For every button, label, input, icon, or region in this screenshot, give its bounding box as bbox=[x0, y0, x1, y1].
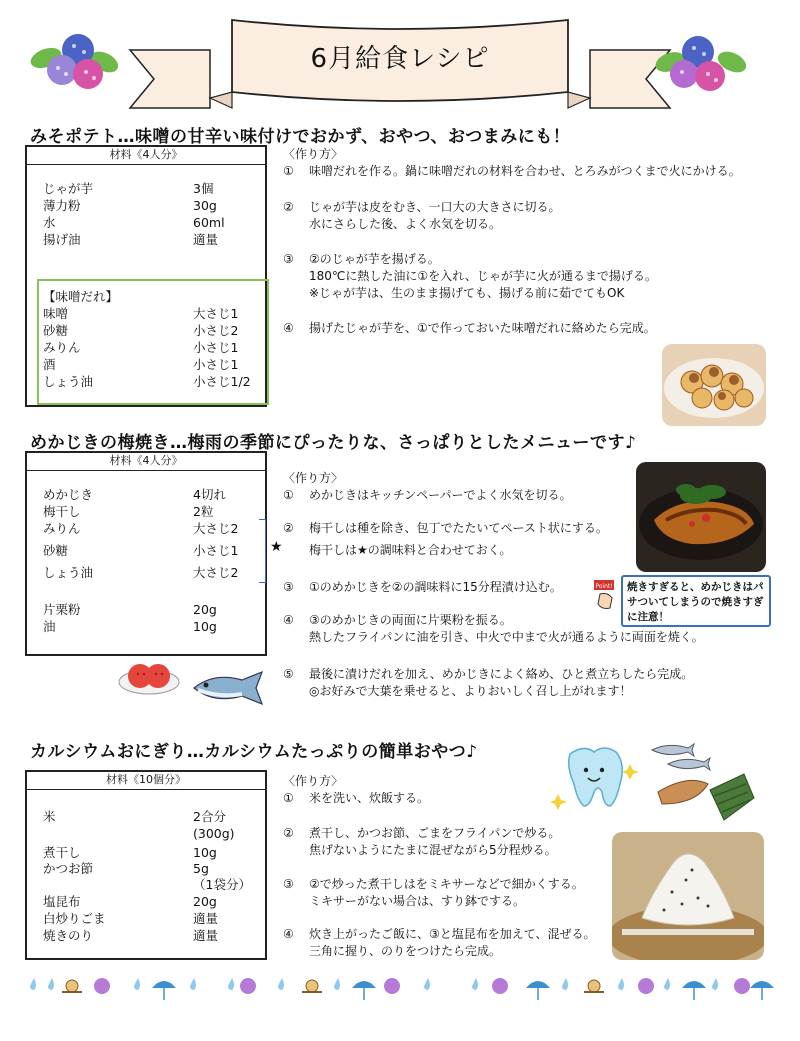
ingredient-qty: 20g bbox=[193, 894, 217, 909]
onigiri-photo bbox=[612, 832, 764, 960]
ingredient-row bbox=[43, 927, 255, 944]
ingredient-qty: 4切れ bbox=[193, 487, 226, 502]
umeboshi-icon bbox=[116, 652, 182, 698]
step-item bbox=[283, 520, 608, 559]
method-label: 〈作り方〉 bbox=[283, 471, 344, 485]
ingredient-row bbox=[43, 860, 255, 877]
ingredient-name: 水 bbox=[43, 215, 56, 230]
ingredient-name: 煮干し bbox=[43, 845, 81, 860]
step-item bbox=[283, 926, 596, 960]
point-hand-icon bbox=[588, 576, 620, 612]
step-text: ②で炒った煮干しはをミキサーなどで細かくする。 bbox=[309, 877, 584, 891]
step-text: 180℃に熱した油に①を入れ、じゃが芋に火が通るまで揚げる。 bbox=[309, 269, 657, 283]
ingredient-row bbox=[43, 197, 255, 214]
ingredient-qty: 大さじ2 bbox=[193, 565, 239, 580]
ingredient-name: じゃが芋 bbox=[43, 181, 94, 196]
ingredient-qty: 60ml bbox=[193, 215, 225, 230]
ingredient-row bbox=[43, 910, 255, 927]
ingredient-qty: 大さじ1 bbox=[193, 306, 239, 321]
ingredient-qty: 10g bbox=[193, 845, 217, 860]
ingredient-name: みりん bbox=[43, 521, 81, 536]
sauce-label: 【味噌だれ】 bbox=[43, 289, 119, 304]
step-item bbox=[283, 666, 693, 700]
step-text: ②のじゃが芋を揚げる。 bbox=[309, 252, 440, 266]
ingredient-row bbox=[43, 180, 255, 197]
ingredient-row bbox=[43, 825, 255, 842]
ingredient-name: 焼きのり bbox=[43, 928, 94, 943]
ingredient-qty: 小さじ1 bbox=[193, 357, 239, 372]
ingredient-name: 塩昆布 bbox=[43, 894, 81, 909]
ingredient-name: 揚げ油 bbox=[43, 232, 81, 247]
ingredient-row bbox=[43, 618, 255, 635]
ingredient-qty: 2粒 bbox=[193, 504, 214, 519]
step-text: 三角に握り、のりをつけたら完成。 bbox=[309, 944, 502, 958]
ingredient-qty: 適量 bbox=[193, 911, 219, 926]
step-number: ③ bbox=[283, 877, 294, 891]
star-mark: ★ bbox=[270, 539, 283, 555]
ingredients-box bbox=[25, 451, 283, 656]
ingredient-name: しょう油 bbox=[43, 565, 94, 580]
step-number: ⑤ bbox=[283, 667, 294, 681]
recipe-heading: カルシウムおにぎり…カルシウムたっぷりの簡単おやつ♪ bbox=[30, 742, 478, 762]
ingredient-qty: 小さじ2 bbox=[193, 323, 239, 338]
step-item bbox=[283, 163, 741, 180]
ingredient-qty: (300g) bbox=[193, 826, 235, 841]
ingredient-qty: （1袋分） bbox=[193, 877, 251, 892]
ingredients-header: 材料《10個分》 bbox=[27, 772, 265, 790]
ingredients-header: 材料《4人分》 bbox=[27, 147, 265, 165]
step-text: ※じゃが芋は、生のまま揚げても、揚げる前に茹でてもOK bbox=[309, 286, 625, 300]
ingredient-qty: 小さじ1 bbox=[193, 543, 239, 558]
method-label: 〈作り方〉 bbox=[283, 147, 344, 161]
ingredients-header: 材料《4人分》 bbox=[27, 453, 265, 471]
title-banner bbox=[120, 10, 680, 120]
step-text: 揚げたじゃが芋を、①で作っておいた味噌だれに絡めたら完成。 bbox=[309, 321, 656, 335]
ingredient-name: 片栗粉 bbox=[43, 602, 81, 617]
ingredient-name: 酒 bbox=[43, 357, 56, 372]
ingredient-qty: 小さじ1/2 bbox=[193, 374, 251, 389]
step-item bbox=[283, 790, 429, 807]
ingredient-qty: 10g bbox=[193, 619, 217, 634]
step-text: ③のめかじきの両面に片栗粉を振る。 bbox=[309, 613, 512, 627]
ingredient-row bbox=[43, 893, 255, 910]
ingredients-box bbox=[25, 770, 267, 960]
step-number: ③ bbox=[283, 580, 294, 594]
ingredient-row bbox=[43, 876, 255, 893]
step-item bbox=[283, 825, 560, 859]
ingredient-row bbox=[43, 356, 255, 373]
method-label: 〈作り方〉 bbox=[283, 774, 344, 788]
step-number: ④ bbox=[283, 321, 294, 335]
step-text: 水にさらした後、よく水気を切る。 bbox=[309, 217, 502, 231]
page-title: 6月給食レシピ bbox=[310, 44, 490, 74]
step-number: ③ bbox=[283, 252, 294, 266]
ingredient-row bbox=[43, 520, 255, 537]
step-number: ① bbox=[283, 164, 294, 178]
ingredient-name: しょう油 bbox=[43, 374, 94, 389]
step-number: ④ bbox=[283, 927, 294, 941]
footer-decoration bbox=[22, 972, 782, 1006]
step-text: ①のめかじきを②の調味料に15分程漬け込む。 bbox=[309, 580, 562, 594]
step-number: ② bbox=[283, 200, 294, 214]
ingredients-box bbox=[25, 145, 267, 407]
ingredient-name: 米 bbox=[43, 809, 56, 824]
ingredient-row bbox=[43, 486, 255, 503]
ingredient-row bbox=[43, 231, 255, 248]
step-number: ① bbox=[283, 488, 294, 502]
dried-fish-icon bbox=[648, 740, 758, 838]
step-text: 梅干しは種を除き、包丁でたたいてペースト状にする。 bbox=[309, 521, 608, 535]
step-text: 煮干し、かつお節、ごまをフライパンで炒る。 bbox=[309, 826, 561, 840]
hydrangea-icon bbox=[654, 30, 746, 100]
fish-icon bbox=[190, 668, 268, 708]
ingredient-row bbox=[43, 373, 255, 390]
step-item bbox=[283, 251, 657, 302]
step-text: 味噌だれを作る。鍋に味噌だれの材料を合わせ、とろみがつくまで火にかける。 bbox=[309, 164, 741, 178]
tip-note: 焼きすぎると、めかじきはパサついてしまうので焼きすぎに注意！ bbox=[621, 575, 771, 627]
ingredient-qty: 大さじ2 bbox=[193, 521, 239, 536]
point-label: Point! bbox=[595, 583, 613, 590]
step-text: ◎お好みで大葉を乗せると、よりおいしく召し上がれます！ bbox=[309, 684, 632, 698]
ingredient-row bbox=[43, 542, 255, 559]
ingredient-qty: 5g bbox=[193, 861, 209, 876]
step-item bbox=[283, 487, 572, 504]
ingredient-row bbox=[43, 305, 255, 322]
ingredient-row bbox=[43, 844, 255, 861]
ingredient-qty: 3個 bbox=[193, 181, 214, 196]
step-text: 焦げないようにたまに混ぜながら5分程炒る。 bbox=[309, 843, 557, 857]
seasoning-bracket bbox=[259, 519, 266, 583]
hydrangea-icon bbox=[28, 28, 120, 98]
step-text: 熱したフライパンに油を引き、中火で中まで火が通るように両面を焼く。 bbox=[309, 630, 704, 644]
step-number: ① bbox=[283, 791, 294, 805]
step-text: 梅干しは★の調味料と合わせておく。 bbox=[309, 543, 512, 557]
step-text: じゃが芋は皮をむき、一口大の大きさに切る。 bbox=[309, 200, 561, 214]
swordfish-photo bbox=[636, 462, 766, 572]
ingredient-qty: 2合分 bbox=[193, 809, 226, 824]
raindrop-icon bbox=[30, 978, 718, 990]
step-text: 最後に漬けだれを加え、めかじきによく絡め、ひと煮立ちしたら完成。 bbox=[309, 667, 694, 681]
step-text: めかじきはキッチンペーパーでよく水気を切る。 bbox=[309, 488, 572, 502]
ingredient-name: 梅干し bbox=[43, 504, 81, 519]
recipe-heading: みそポテト…味噌の甘辛い味付けでおかず、おやつ、おつまみにも！ bbox=[30, 127, 571, 147]
ingredient-row bbox=[43, 503, 255, 520]
step-text: 米を洗い、炊飯する。 bbox=[309, 791, 430, 805]
method-steps bbox=[283, 146, 783, 346]
ingredient-name: めかじき bbox=[43, 487, 94, 502]
miso-potato-photo bbox=[662, 344, 766, 426]
ingredient-qty: 適量 bbox=[193, 928, 219, 943]
ingredient-row bbox=[43, 214, 255, 231]
step-item bbox=[283, 199, 561, 233]
step-number: ② bbox=[283, 826, 294, 840]
ingredient-name: みりん bbox=[43, 340, 81, 355]
step-text: 炊き上がったご飯に、③と塩昆布を加えて、混ぜる。 bbox=[309, 927, 596, 941]
recipe-heading: めかじきの梅焼き…梅雨の季節にぴったりな、さっぱりとしたメニューです♪ bbox=[30, 433, 637, 453]
ingredient-name: かつお節 bbox=[43, 861, 94, 876]
ingredient-row bbox=[43, 339, 255, 356]
step-item bbox=[283, 876, 584, 910]
step-item bbox=[283, 579, 562, 596]
ingredient-row bbox=[43, 322, 255, 339]
ingredient-qty: 20g bbox=[193, 602, 217, 617]
ingredient-qty: 適量 bbox=[193, 232, 219, 247]
ingredient-row bbox=[43, 808, 255, 825]
step-item bbox=[283, 320, 656, 337]
ingredient-name: 白炒りごま bbox=[43, 911, 106, 926]
ingredient-qty: 30g bbox=[193, 198, 217, 213]
ingredient-name: 薄力粉 bbox=[43, 198, 81, 213]
snail-icon bbox=[62, 980, 604, 992]
ingredient-name: 味噌 bbox=[43, 306, 69, 321]
tooth-mascot-icon bbox=[550, 740, 640, 812]
step-text: ミキサーがない場合は、すり鉢でする。 bbox=[309, 894, 526, 908]
ingredient-qty: 小さじ1 bbox=[193, 340, 239, 355]
ingredient-row bbox=[43, 564, 255, 581]
ingredient-name: 油 bbox=[43, 619, 56, 634]
ingredient-row bbox=[43, 601, 255, 618]
step-number: ② bbox=[283, 521, 294, 535]
ingredient-name: 砂糖 bbox=[43, 543, 69, 558]
ingredient-name: 砂糖 bbox=[43, 323, 69, 338]
step-number: ④ bbox=[283, 613, 294, 627]
